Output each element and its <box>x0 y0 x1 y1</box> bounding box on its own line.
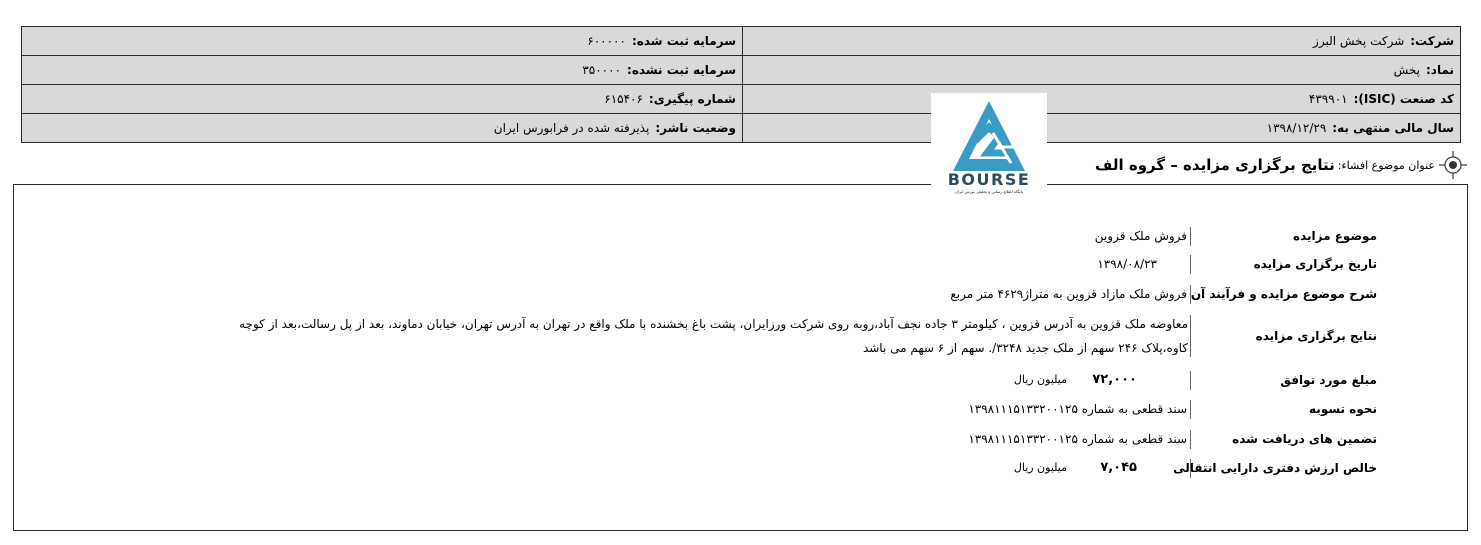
auction-subject-separator <box>1190 227 1191 246</box>
agreed-amount-row <box>14 369 1467 391</box>
agreed-amount-label: مبلغ مورد توافق <box>1280 373 1377 387</box>
auction-date-label: تاریخ برگزاری مزایده <box>1253 257 1377 271</box>
isic-value: ۴۳۹۹۰۱ <box>1308 92 1348 106</box>
settlement-row <box>14 398 1467 420</box>
registered-capital-cell <box>20 27 743 55</box>
company-info-table <box>21 26 1461 143</box>
net-book-value-value: ۷,۰۴۵ <box>1100 460 1137 475</box>
agreed-amount-value: ۷۲,۰۰۰ <box>1092 372 1137 387</box>
net-book-value-unit: میلیون ریال <box>1013 461 1067 474</box>
fiscal-year-value: ۱۳۹۸/۱۲/۲۹ <box>1266 121 1327 135</box>
bourse-logo-mark <box>931 93 1047 195</box>
auction-description-row <box>14 283 1467 305</box>
auction-details-box <box>13 184 1468 531</box>
unregistered-capital-value: ۳۵۰۰۰۰ <box>582 63 622 77</box>
auction-date-row <box>14 253 1467 275</box>
settlement-label: نحوه تسویه <box>1309 402 1377 416</box>
registered-capital-value: ۶۰۰۰۰۰ <box>587 34 626 48</box>
unregistered-capital-label: سرمایه ثبت نشده: <box>627 63 736 77</box>
symbol-value: پخش <box>1393 63 1420 77</box>
auction-results-line-1: معاوضه ملک قزوین به آدرس قزوین ، کیلومتر ۳ جاده نجف آباد،روبه روی شرکت ورزایران، پشت باغ بخشنده با ملک واقع در تهران به آدرس تهران، خیابان دماوند، بعد از پل رسالت،بعد از کوچه <box>239 317 1188 331</box>
tracking-cell <box>20 85 743 113</box>
publisher-status-label: وضعیت ناشر: <box>655 121 736 135</box>
company-label: شرکت: <box>1410 34 1454 48</box>
info-row-1 <box>22 27 1460 56</box>
auction-results-row <box>14 313 1467 359</box>
info-row-4 <box>22 114 1460 143</box>
auction-date-separator <box>1190 255 1191 274</box>
guarantees-value: سند قطعی به شماره ۱۳۹۸۱۱۱۵۱۳۳۲۰۰۱۲۵ <box>968 432 1187 446</box>
isic-label: کد صنعت (ISIC): <box>1353 92 1454 106</box>
net-book-value-row <box>14 457 1467 479</box>
auction-description-value: فروش ملک مازاد قزوین به متراژ۴۶۲۹ متر مربع <box>950 287 1187 301</box>
publisher-status-cell <box>20 114 743 143</box>
disclosure-subject <box>1095 150 1467 180</box>
bourse-logo <box>931 93 1047 195</box>
auction-date-value: ۱۳۹۸/۰۸/۲۳ <box>1097 257 1157 271</box>
symbol-label: نماد: <box>1425 63 1454 77</box>
auction-results-label: نتایج برگزاری مزایده <box>1255 329 1377 343</box>
company-value: شرکت پخش البرز <box>1313 34 1405 48</box>
subject-title: نتایج برگزاری مزایده – گروه الف <box>1095 156 1335 174</box>
info-row-3 <box>22 85 1460 114</box>
isic-cell <box>743 85 1460 113</box>
logo-text: BOURSE <box>947 170 1031 189</box>
subject-prefix: عنوان موضوع افشاء: <box>1337 158 1435 172</box>
fiscal-year-label: سال مالی منتهی به: <box>1332 121 1454 135</box>
publisher-status-value: پذیرفته شده در فرابورس ایران <box>493 121 650 135</box>
unregistered-capital-cell <box>20 56 743 84</box>
auction-description-label: شرح موضوع مزایده و فرآیند آن <box>1190 287 1377 301</box>
fiscal-year-cell <box>743 114 1460 143</box>
net-book-value-separator <box>1190 459 1191 478</box>
guarantees-row <box>14 428 1467 450</box>
info-row-2 <box>22 56 1460 85</box>
target-icon <box>1439 151 1467 179</box>
settlement-separator <box>1190 400 1191 419</box>
logo-tagline: پایگاه اطلاع رسانی و تحلیلی بورس ایران <box>955 189 1023 194</box>
tracking-label: شماره پیگیری: <box>648 92 736 106</box>
agreed-amount-separator <box>1190 371 1191 390</box>
settlement-value: سند قطعی به شماره ۱۳۹۸۱۱۱۵۱۳۳۲۰۰۱۲۵ <box>968 402 1187 416</box>
auction-description-separator <box>1190 285 1191 304</box>
net-book-value-label: خالص ارزش دفتری دارایی انتقالی <box>1173 461 1377 475</box>
guarantees-separator <box>1190 430 1191 449</box>
company-cell <box>743 27 1460 55</box>
auction-subject-value: فروش ملک قزوین <box>1094 229 1187 243</box>
agreed-amount-unit: میلیون ریال <box>1013 373 1067 386</box>
registered-capital-label: سرمایه ثبت شده: <box>631 34 736 48</box>
auction-subject-label: موضوع مزایده <box>1293 229 1377 243</box>
guarantees-label: تضمین های دریافت شده <box>1232 432 1377 446</box>
symbol-cell <box>743 56 1460 84</box>
auction-results-line-2: کاوه،پلاک ۲۴۶ سهم از ملک جدید ۳۲۴۸/. سهم از ۶ سهم می باشد <box>862 341 1188 355</box>
tracking-value: ۶۱۵۴۰۶ <box>604 92 643 106</box>
auction-results-separator <box>1190 315 1191 357</box>
auction-subject-row <box>14 225 1467 247</box>
